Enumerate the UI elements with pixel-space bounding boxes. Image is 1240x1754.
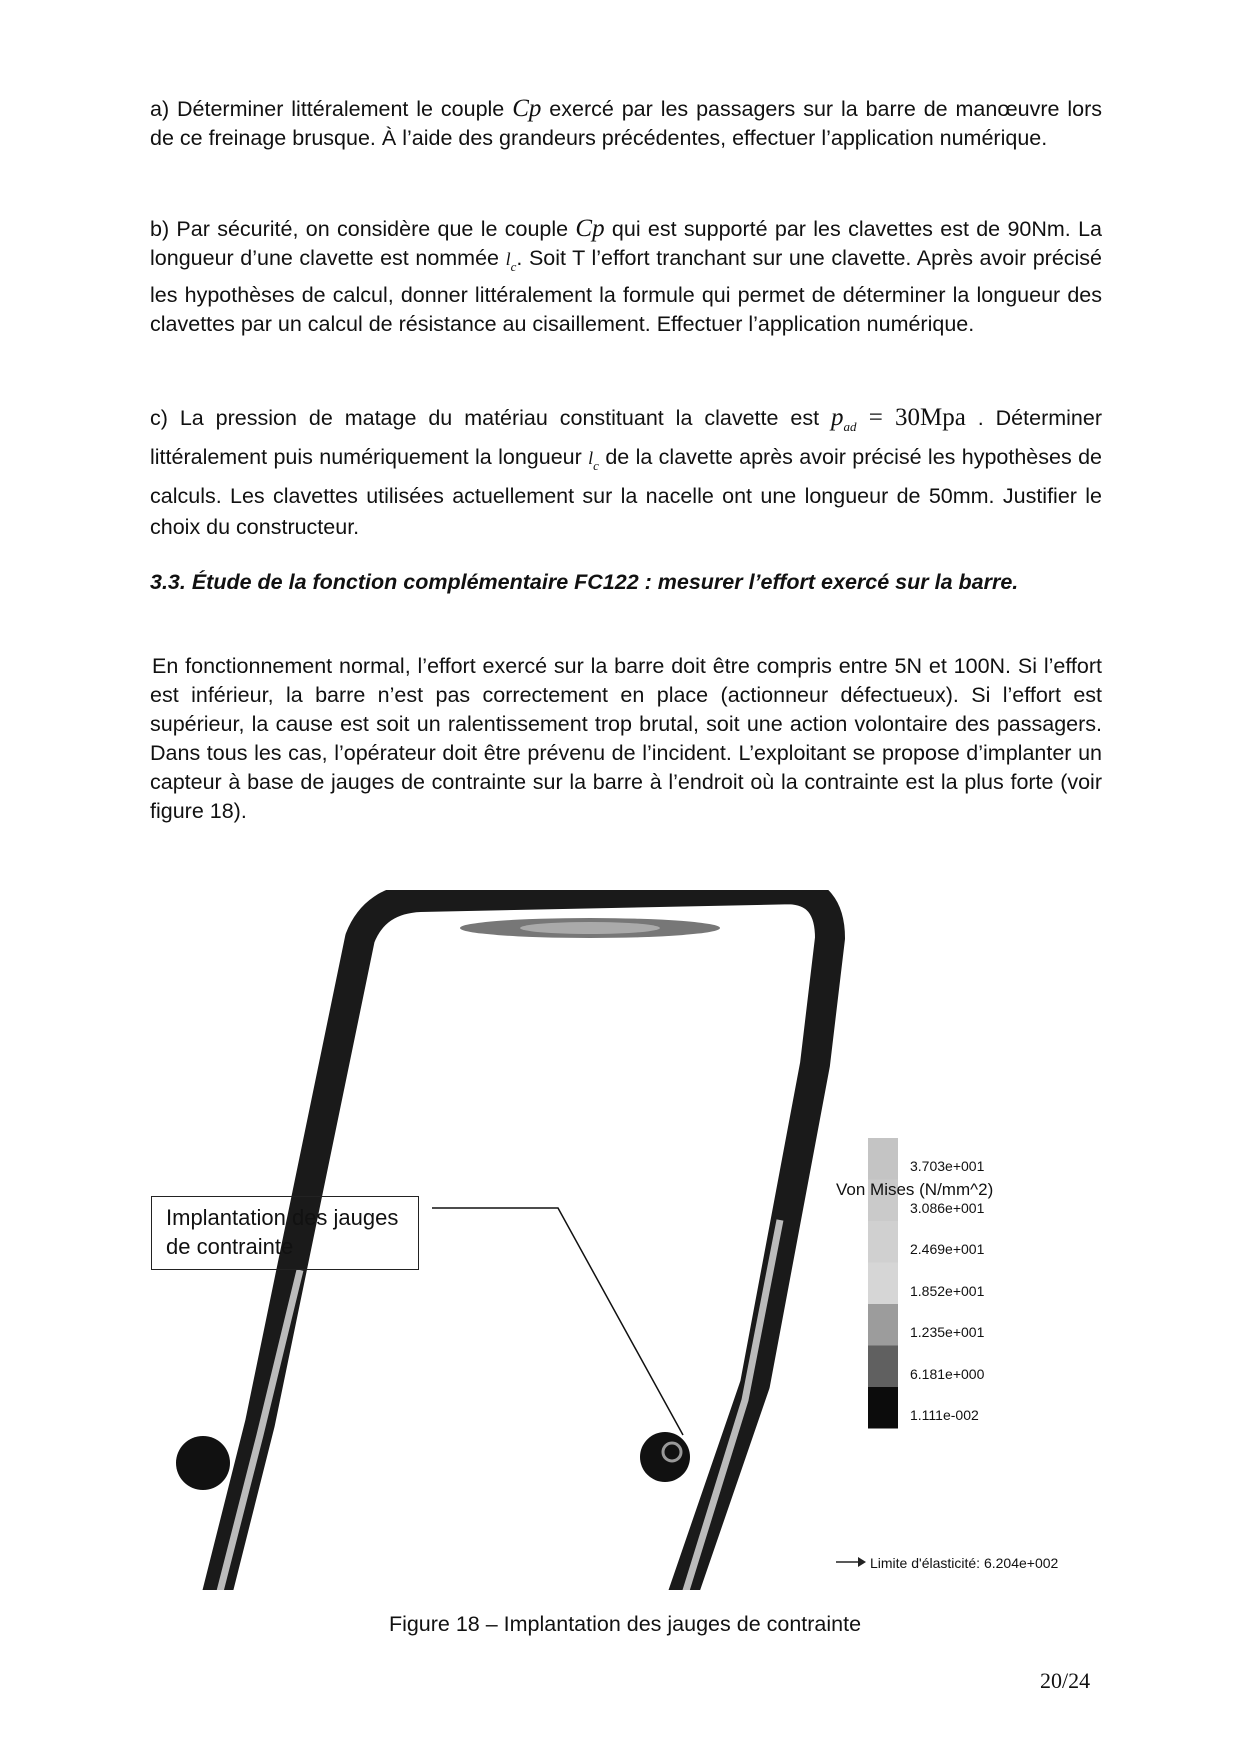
section-heading: 3.3. Étude de la fonction complémentaire FC122 : mesurer l’effort exercé sur la barre. — [150, 570, 1019, 594]
legend-band — [868, 1304, 898, 1346]
symbol-lc: l — [505, 249, 511, 269]
legend-band — [868, 1138, 898, 1180]
symbol-sub: ad — [843, 419, 857, 434]
legend-tick-label: 6.181e+000 — [910, 1365, 985, 1382]
symbol-cp: Cp — [575, 215, 605, 242]
arrow-icon — [858, 1557, 866, 1567]
legend-tick-label: 1.111e-002 — [910, 1407, 979, 1423]
callout-box: Implantation des jauges de contrainte — [151, 1196, 419, 1270]
callout-leader-line — [432, 1208, 683, 1435]
figure-caption: Figure 18 – Implantation des jauges de contrainte — [388, 1612, 862, 1636]
text: qui est supporté par les clavettes est de 90Nm. La longueur d’une clavette est nommée — [150, 217, 1102, 270]
text: a) Déterminer littéralement le couple — [150, 97, 513, 121]
yield-limit-label: Limite d'élasticité: 6.204e+002 — [870, 1555, 1059, 1571]
legend-band — [868, 1346, 898, 1388]
text: . Déterminer littéralement puis numériquement la longueur — [150, 406, 1102, 469]
legend-tick-label: 1.852e+001 — [910, 1282, 985, 1299]
question-b — [150, 214, 1102, 339]
question-c — [150, 402, 1102, 543]
legend-title: Von Mises (N/mm^2) — [836, 1180, 994, 1199]
text: b) Par sécurité, on considère que le couple — [150, 217, 576, 241]
paragraph-fc122: En fonctionnement normal, l’effort exercé sur la barre doit être compris entre 5N et 100N. Si l’effort est inférieur, la barre n’est pas correctement en place (actionneur défectueux). Si l’effort est supérieur, la cause est soit un ralentissement trop brutal, soit une action volontaire des passagers. Dans tous les cas, l’opérateur doit être prévenu de l’incident. L’exploitant se propose d’implanter un capteur à base de jauges de contrainte sur la barre à l’endroit où la contrainte est la plus forte (voir figure 18). — [150, 654, 1102, 823]
legend-band — [868, 1263, 898, 1305]
legend-band — [868, 1387, 898, 1429]
page-number: 20/24 — [1040, 1668, 1091, 1693]
legend-tick-label: 1.235e+001 — [910, 1324, 985, 1340]
legend-tick-label: 3.086e+001 — [910, 1199, 985, 1216]
text: . Soit T l’effort tranchant sur une clavette. Après avoir précisé les hypothèses de calcul, donner littéralement la formule qui permet de déterminer la longueur des clavettes par un calcul de résistance au cisaillement. Effectuer l’application numérique. — [150, 246, 1103, 336]
legend-tick-label: 3.703e+001 — [910, 1158, 985, 1174]
legend-band — [868, 1221, 898, 1263]
symbol-lc: l — [588, 448, 594, 468]
symbol-sub: c — [593, 458, 599, 473]
text: c) La pression de matage du matériau constituant la clavette est — [150, 406, 831, 430]
legend-tick-label: 2.469e+001 — [910, 1241, 985, 1257]
equation: = 30Mpa — [856, 404, 966, 431]
text: exercé par les passagers sur la barre de manœuvre lors de ce freinage brusque. À l’aide des grandeurs précédentes, effectuer l’application numérique. — [150, 97, 1103, 150]
symbol-cp: Cp — [512, 95, 542, 122]
question-a — [150, 94, 1102, 153]
text: de la clavette après avoir précisé les hypothèses de calculs. Les clavettes utilisées actuellement sur la nacelle ont une longueur de 50mm. Justifier le choix du constructeur. — [150, 445, 1102, 539]
symbol-sub: c — [510, 259, 517, 274]
symbol-p: p — [830, 404, 844, 431]
